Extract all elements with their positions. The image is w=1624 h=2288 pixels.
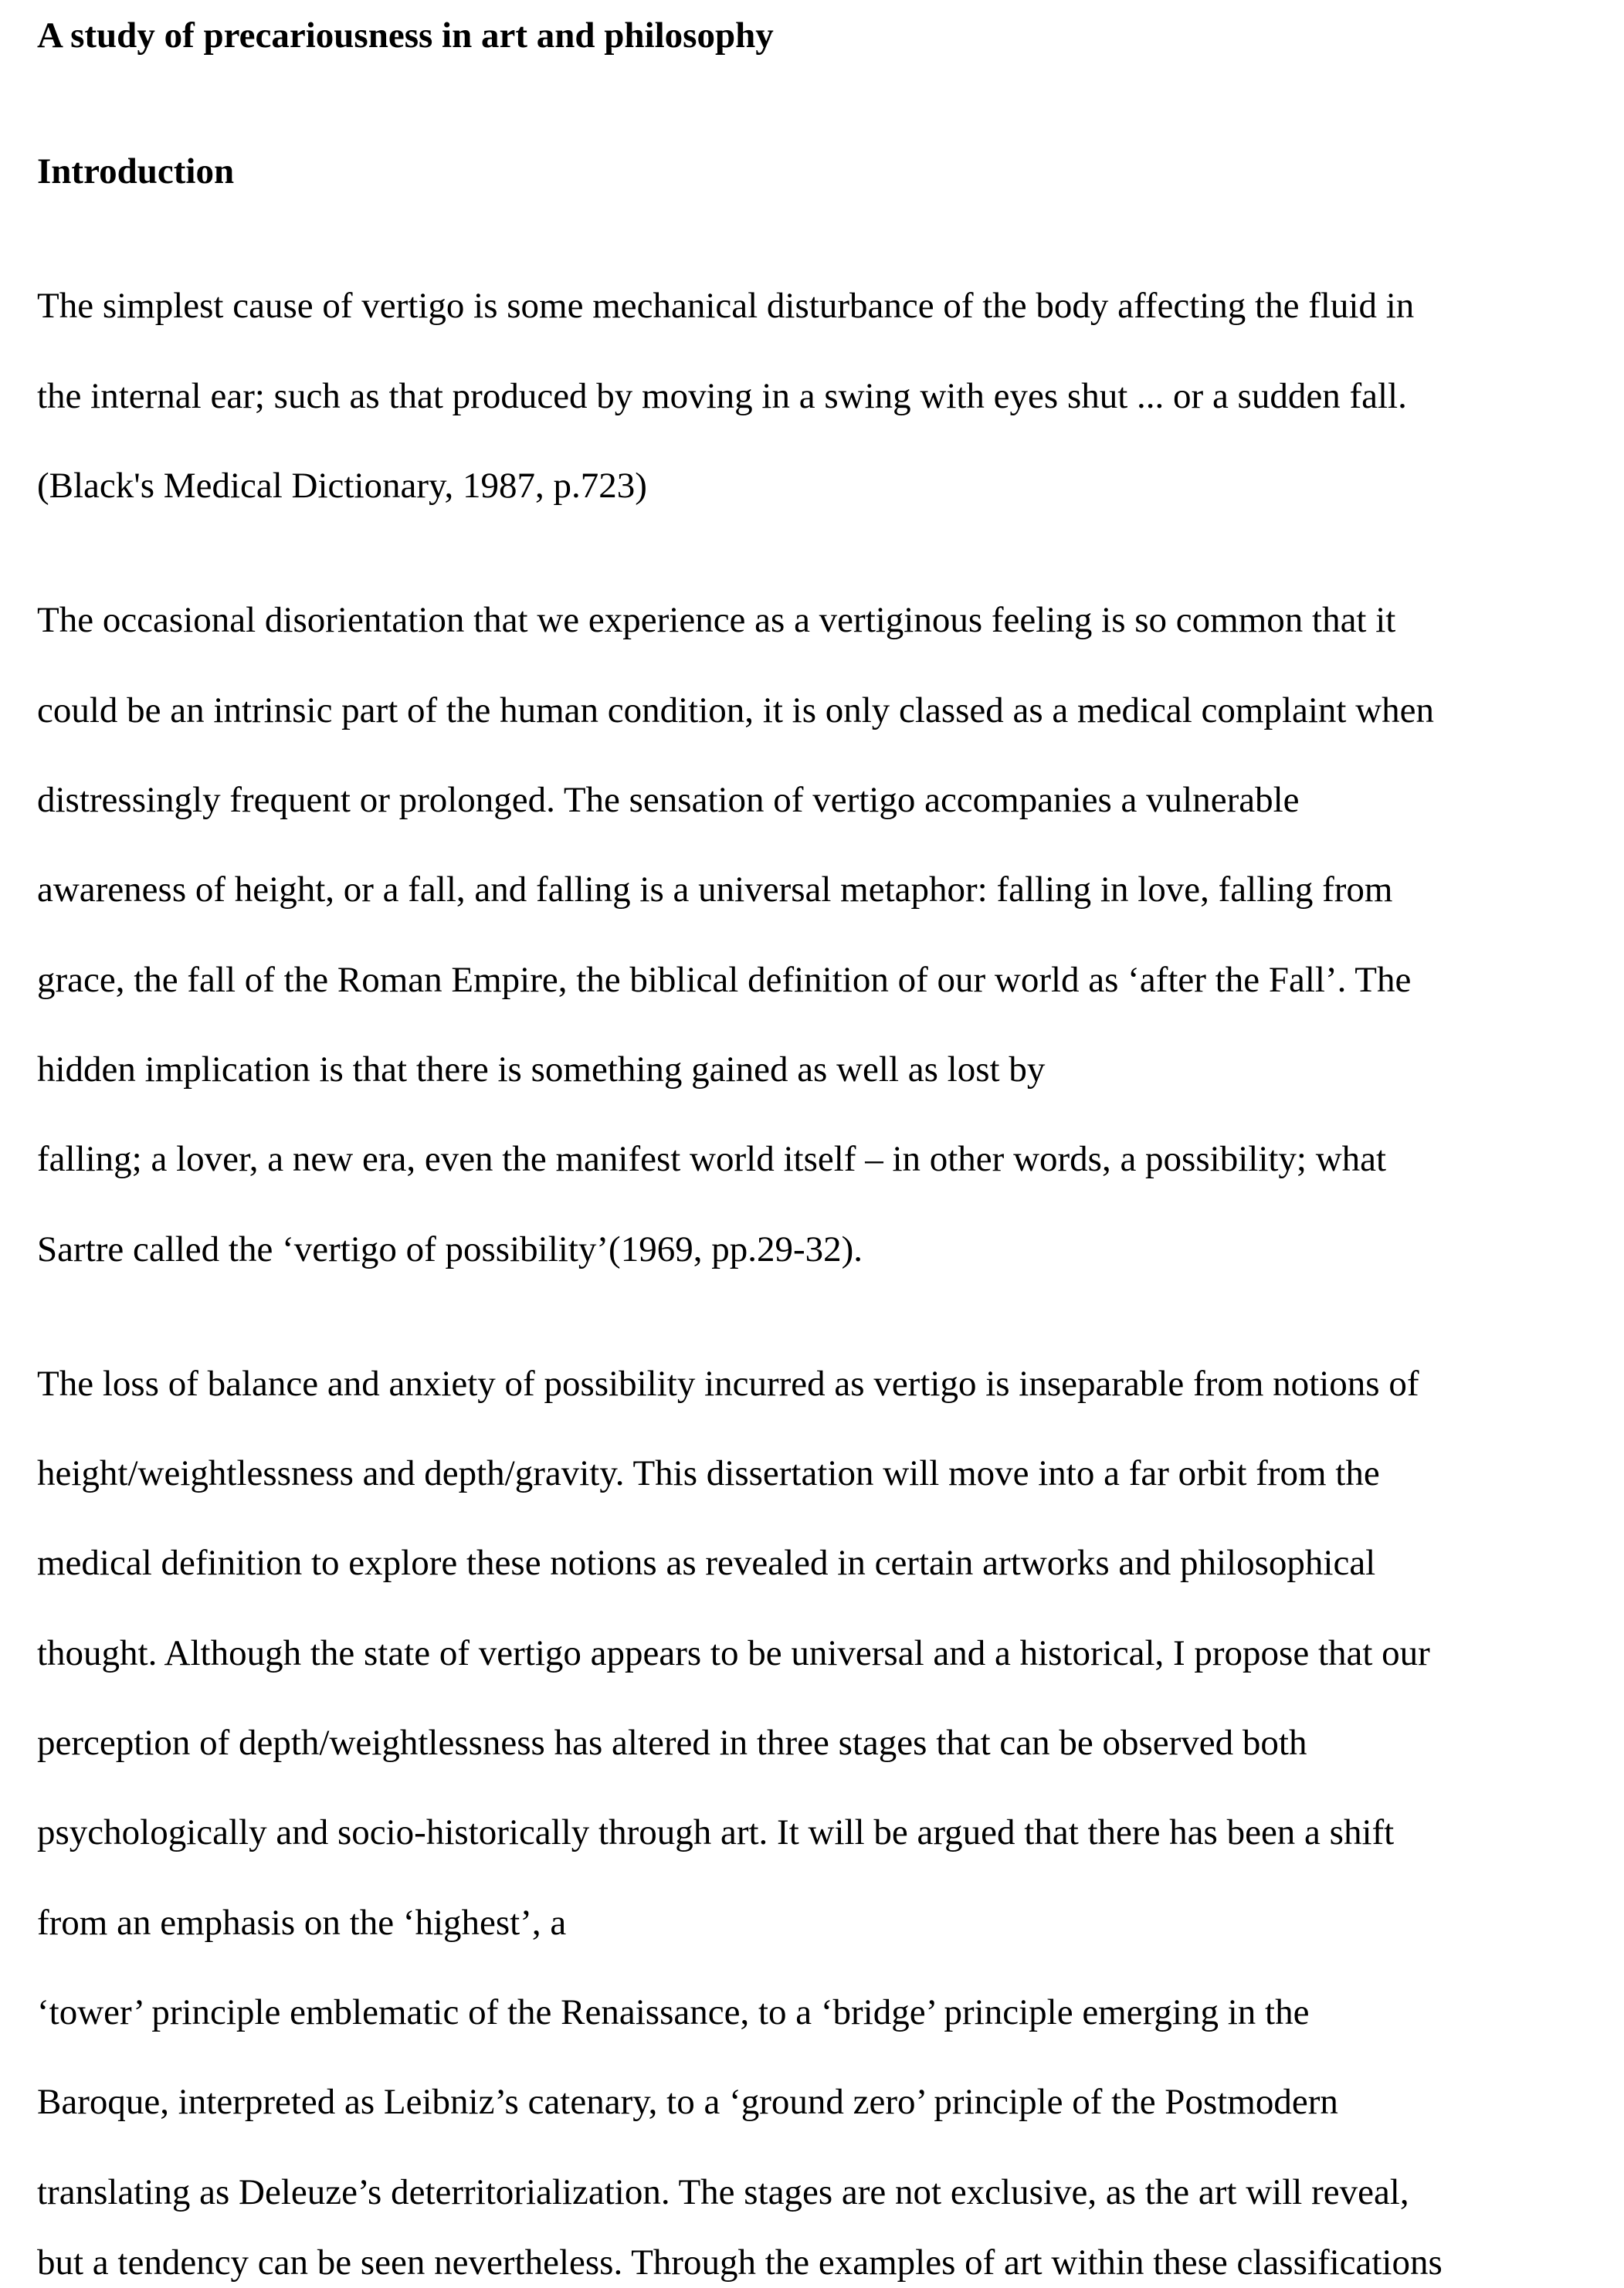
paragraph-line: awareness of height, or a fall, and falling is a universal metaphor: falling in love, falling from [37, 869, 1393, 910]
paragraph-line: The simplest cause of vertigo is some mechanical disturbance of the body affecting the fluid in [37, 286, 1415, 326]
paragraph-line: ‘tower’ principle emblematic of the Renaissance, to a ‘bridge’ principle emerging in the [37, 1992, 1310, 2032]
paragraph-line: thought. Although the state of vertigo appears to be universal and a historical, I propose that our [37, 1633, 1430, 1673]
paragraph-line: perception of depth/weightlessness has altered in three stages that can be observed both [37, 1723, 1307, 1763]
document-title: A study of precariousness in art and philosophy [37, 15, 774, 56]
paragraph-line: (Black's Medical Dictionary, 1987, p.723) [37, 466, 647, 506]
paragraph-line: hidden implication is that there is something gained as well as lost by [37, 1049, 1046, 1090]
paragraph-line: falling; a lover, a new era, even the manifest world itself – in other words, a possibility; what [37, 1139, 1387, 1179]
paragraph-line: could be an intrinsic part of the human condition, it is only classed as a medical complaint when [37, 690, 1435, 730]
paragraph-line: Sartre called the ‘vertigo of possibility’(1969, pp.29-32). [37, 1229, 863, 1269]
paragraph-line: the internal ear; such as that produced by moving in a swing with eyes shut ... or a sudden fall. [37, 376, 1407, 416]
paragraph-line: from an emphasis on the ‘highest’, a [37, 1903, 567, 1943]
paragraph-line: but a tendency can be seen nevertheless. Through the examples of art within these classifications [37, 2242, 1443, 2283]
paragraph-line: Baroque, interpreted as Leibniz’s catenary, to a ‘ground zero’ principle of the Postmodern [37, 2082, 1338, 2122]
paragraph-line: distressingly frequent or prolonged. The sensation of vertigo accompanies a vulnerable [37, 780, 1300, 820]
paragraph-line: medical definition to explore these notions as revealed in certain artworks and philosophical [37, 1543, 1376, 1583]
paragraph-line: The loss of balance and anxiety of possibility incurred as vertigo is inseparable from notions of [37, 1364, 1419, 1404]
paragraph-line: translating as Deleuze’s deterritorialization. The stages are not exclusive, as the art will reveal, [37, 2172, 1409, 2212]
paragraph-line: The occasional disorientation that we experience as a vertiginous feeling is so common that it [37, 600, 1396, 640]
paragraph-line: grace, the fall of the Roman Empire, the biblical definition of our world as ‘after the Fall’. The [37, 960, 1412, 1000]
paragraph-line: psychologically and socio-historically through art. It will be argued that there has been a shift [37, 1812, 1395, 1852]
paragraph-line: height/weightlessness and depth/gravity. This dissertation will move into a far orbit from the [37, 1453, 1380, 1493]
section-heading: Introduction [37, 151, 235, 192]
